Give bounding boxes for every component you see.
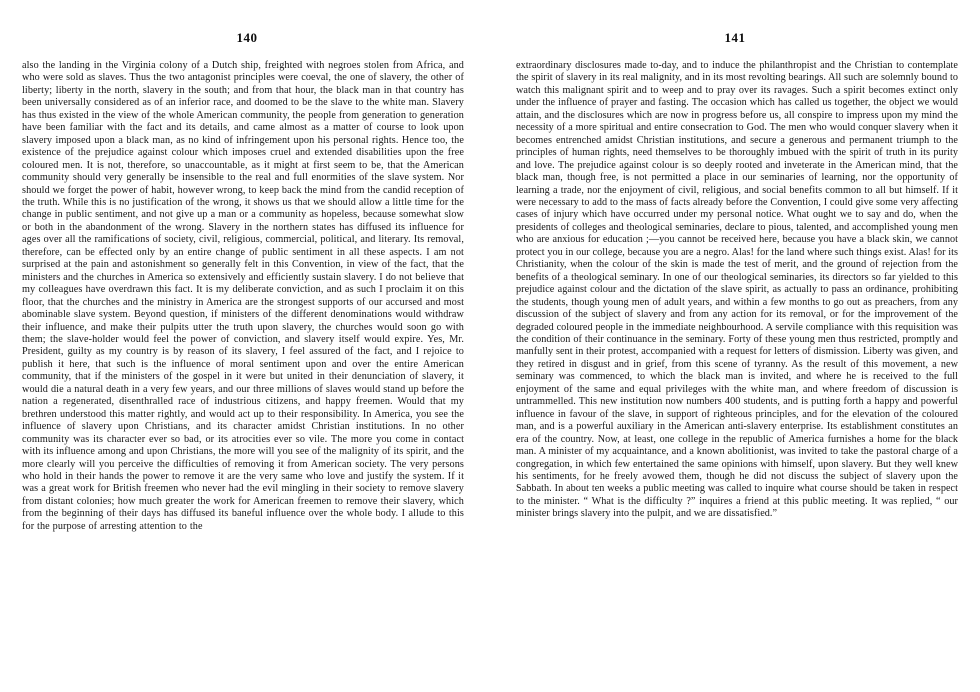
right-page: [490, 30, 958, 674]
page-number-right: 141: [724, 30, 746, 45]
left-page-body: [22, 60, 464, 533]
paragraph: also the landing in the Virginia colony of a Dutch ship, freighted with negroes stolen from Africa, and who were sold as slaves. Thus the two antagonist principles were coeval, the one of slavery, the other of liberty; liberty in the north, slavery in the south; and from that hour, the black man in that country has been universally considered as of an inferior race, and doomed to be the slave to the white man. Slavery has thus existed in the view of the whole American community, the people from generation to generation have been familiar with the fact and its details, and came almost as a matter of course to look upon slavery imposed upon a black man, as no kind of infringement upon his personal rights. Hence too, the existence of the prejudice against colour which imposes cruel and extended disabilities upon the free coloured men. It is not, therefore, so unaccountable, as it might at first seem to be, that the American community should very generally be insensible to the real and full enormities of the slave system. Nor should we forget the power of habit, however wrong, to keep back the mind from the candid reception of the truth. While this is no justification of the wrong, it shows us that we should allow a little time for the change in public sentiment, and not give up a man or a community as hopeless, because somewhat slow or both in the abandonment of the wrong. Slavery in the northern states has diffused its influence for ages over all the ramifications of society, civil, religious, commercial, political, and literary. Its removal, therefore, can be effected only by an entire change of public sentiment in all these aspects. I am not surprised at the pain and astonishment so generally felt in this Convention, in view of the fact, that the ministers and the churches in America so extensively and efficiently sustain slavery. I do not believe that my colleagues have overdrawn this fact. It is my deliberate conviction, and as such I proclaim it on this floor, that the churches and the ministry in America are the strongest supports of our accursed and most abominable slave system. Beyond question, if ministers of the different denominations would withdraw their influence, and make their pulpits utter the truth upon slavery, the churches would soon go with them; the slave-holder would feel the power of conviction, and slavery itself would expire. Yes, Mr. President, guilty as my country is by reason of its slavery, I feel assured of the fact, and I rejoice to publish it here, that such is the influence of moral sentiment upon and over the entire American community, that if the ministers of the gospel in it were but united in their denunciation of slavery, it would die a natural death in a very few years, and our three millions of slaves would stand up before the nation a regenerated, disenthralled race of industrious citizens, and happy freemen. Would that my brethren understood this matter rightly, and would act up to their responsibility. In America, you see the influence of slavery upon Christians, and its character amidst Christian institutions. In no other community was its character ever so bad, or its atrocities ever so vile. The more you come in contact with its influence among and upon Christians, the more will you see of the malignity of its spirit, and the more clearly will you perceive the difficulties of removing it from American society. The very persons who hold in their hands the power to remove it are the very same who love and justify the system. If it was a great work for British freemen who never had the evil mingling in their society to remove slavery from distant colonies; how much greater the work for American freemen to remove their slavery, which from the beginning of their days has diffused its baneful influence over the whole body. I allude to this for the purpose of arresting attention to the: [22, 60, 464, 532]
paragraph: extraordinary disclosures made to-day, and to induce the philanthropist and the Christian to contemplate the spirit of slavery in its real malignity, and in its most revolting bearings. All such are solemnly bound to watch this malignant spirit and to weep and to pray over its ravages. Such a spirit becomes extinct only under the influence of prayer and fasting. The occasion which has called us together, the object we would attain, and the disclosures which are now in progress before us, all conspire to impress upon my mind the necessity of a more spiritual and entire consecration to God. The men who would conquer slavery when it becomes entrenched amidst Christian institutions, and secure a generous and permanent triumph to the principles of human rights, need themselves to be thoroughly imbued with the spirit of truth in its purity and love. The prejudice against colour is so deeply rooted and inveterate in the American mind, that the black man, though free, is not permitted a place in our seminaries of learning, nor the opportunity of learning a trade, nor the enjoyment of civil, religious, and social benefits common to all but himself. If it were necessary to add to the mass of facts already before the Convention, I could give some very affecting cases of injury which have occurred under my personal notice. What ought we to say and do, when the presidents of colleges and theological seminaries, declare to pious, talented, and accomplished young men who are anxious for education ;—you cannot be received here, because you have a black skin, we cannot protect you in our college, because you are a negro. Alas! for the land where such things exist. Alas! for its Christianity, when the colour of the skin is made the test of merit, and the ground of rejection from the benefits of a theological seminary. In one of our theological seminaries, its directors so far yielded to this prejudice against colour and the dictation of the slave spirit, as actually to pass an ordinance, prohibiting the students, though young men of adult years, and within a few months to go out as preachers, from any discussion of the subject of slavery and from any action for its removal, or for the improvement of the degraded coloured people in the immediate neighbourhood. A servile compliance with this requisition was the condition of their continuance in the seminary. Forty of these young men thus restricted, promptly and manfully sent in their protest, accompanied with a request for letters of dismission. Liberty was given, and they retired in disgust and in grief, from this scene of tyranny. As the result of this movement, a new seminary was commenced, to which the black man is invited, and where he is received to the full enjoyment of the same and equal privileges with the white man, and where freedom of discussion is untrammelled. This new institution now numbers 400 students, and is putting forth a happy and powerful influence in favour of the slave, in support of righteous principles, and for the elevation of the coloured man, and is a powerful auxiliary in the American anti-slavery enterprise. Its establishment constitutes an era of the country. Now, at least, one college in the republic of America furnishes a home for the black man. A minister of my acquaintance, and a known abolitionist, was invited to take the pastoral charge of a congregation, in which few entertained the same opinions with himself, upon slavery. But they well knew his sentiments, for he freely avowed them, though he did not discuss the subject of slavery upon the Sabbath. In about ten weeks a public meeting was called to inquire what course should be taken in respect to the minister. “ What is the difficulty ?” inquires a friend at this public meeting. It was replied, “ our minister brings slavery into the pulpit, and we are dissatisfied.”: [516, 60, 958, 520]
page-number-left: 140: [236, 30, 258, 45]
right-page-body: [516, 60, 958, 521]
left-page: [22, 30, 490, 674]
